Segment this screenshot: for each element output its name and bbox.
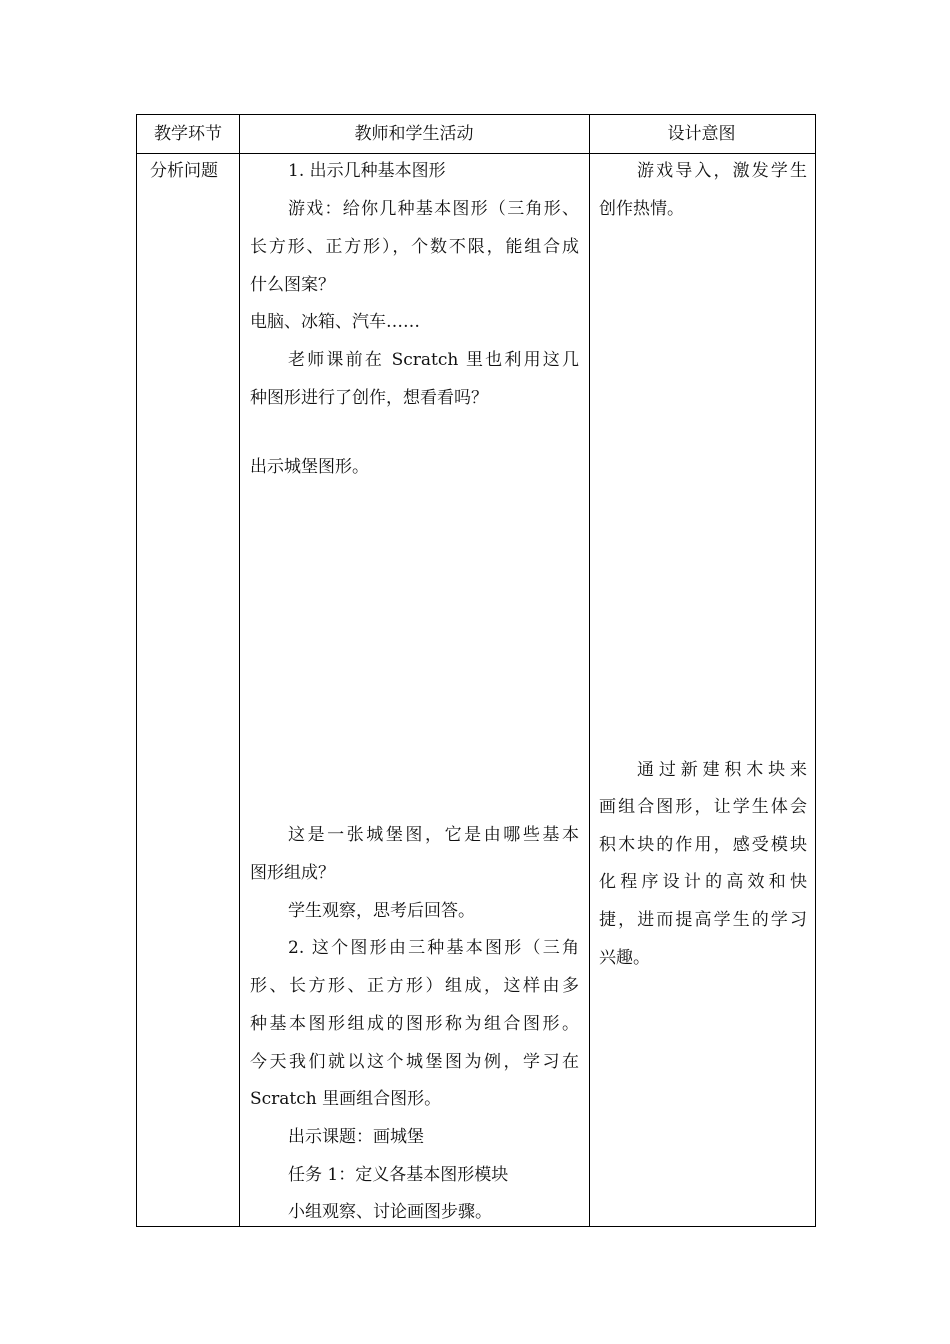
activity-line: 1. 出示几种基本图形: [288, 161, 446, 181]
activity-line: 今天我们就以这个城堡图为例，学习在: [250, 1052, 579, 1072]
activity-line: 种图形进行了创作，想看看吗？: [250, 388, 488, 408]
activity-line: 出示城堡图形。: [250, 457, 369, 477]
activity-line: 这是一张城堡图，它是由哪些基本: [288, 825, 579, 845]
stage-cell: 分析问题: [150, 161, 218, 181]
activity-line: 游戏：给你几种基本图形（三角形、: [288, 199, 579, 219]
activity-line: 任务 1：定义各基本图形模块: [288, 1165, 509, 1185]
column-divider-2: [589, 115, 590, 1226]
activity-line: 2. 这个图形由三种基本图形（三角: [288, 938, 579, 958]
activity-line: Scratch 里画组合图形。: [250, 1089, 442, 1109]
intent-line: 游戏导入，激发学生: [637, 161, 807, 181]
activity-line: 长方形、正方形），个数不限，能组合成: [250, 237, 579, 257]
activity-line: 图形组成？: [250, 863, 335, 883]
activity-line: 形、长方形、正方形）组成，这样由多: [250, 976, 579, 996]
activity-line: 学生观察，思考后回答。: [288, 901, 475, 921]
header-stage: 教学环节: [154, 124, 222, 144]
activity-line: 电脑、冰箱、汽车……: [250, 312, 420, 332]
column-divider-1: [239, 115, 240, 1226]
intent-line: 画组合图形，让学生体会: [599, 797, 807, 817]
intent-line: 创作热情。: [599, 199, 684, 219]
intent-line: 兴趣。: [599, 948, 650, 968]
intent-line: 积木块的作用，感受模块: [599, 835, 807, 855]
intent-line: 化程序设计的高效和快: [599, 872, 807, 892]
header-intent: 设计意图: [667, 124, 736, 144]
intent-line: 通过新建积木块来: [637, 760, 807, 780]
activity-line: 什么图案？: [250, 275, 335, 295]
activity-line: 小组观察、讨论画图步骤。: [288, 1202, 492, 1222]
header-divider: [137, 153, 815, 154]
header-activities: 教师和学生活动: [354, 124, 474, 144]
activity-line: 老师课前在 Scratch 里也利用这几: [288, 350, 579, 370]
intent-line: 捷，进而提高学生的学习: [599, 910, 807, 930]
activity-line: 出示课题：画城堡: [288, 1127, 424, 1147]
activity-line: 种基本图形组成的图形称为组合图形。: [250, 1014, 579, 1034]
lesson-plan-table: [136, 114, 816, 1227]
